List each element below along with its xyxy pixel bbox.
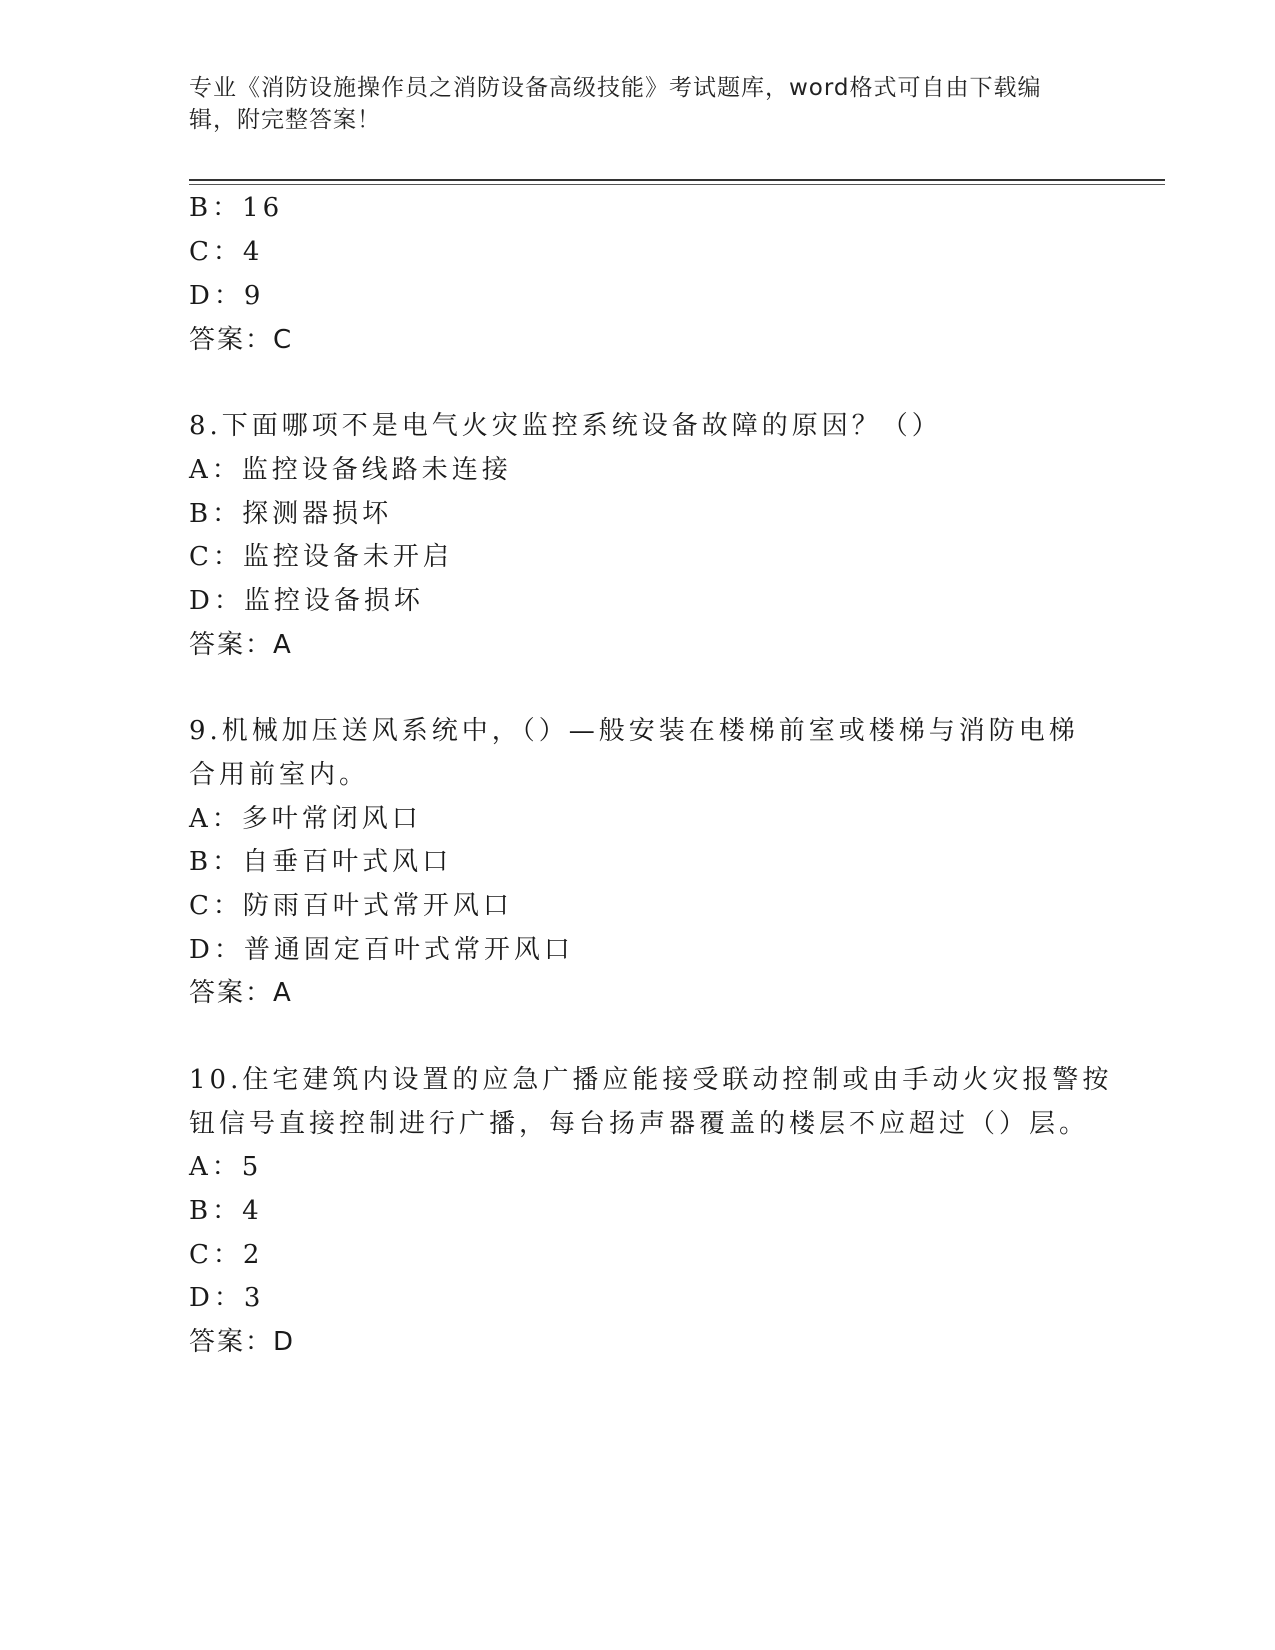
header-line-2: 辑，附完整答案！ — [189, 107, 381, 133]
option-c: C：4 — [189, 237, 264, 267]
answer: 答案：C — [189, 325, 294, 355]
header-divider — [189, 179, 1165, 181]
option-c: C：防雨百叶式常开风口 — [189, 891, 513, 921]
option-d: D：普通固定百叶式常开风口 — [189, 935, 574, 965]
option-d: D：监控设备损坏 — [189, 586, 424, 616]
header-line-1: 专业《消防设施操作员之消防设备高级技能》考试题库，word格式可自由下载编 — [189, 75, 1042, 101]
option-c: C：监控设备未开启 — [189, 542, 453, 572]
option-c: C：2 — [189, 1240, 264, 1270]
question-9-stem-line-2: 合用前室内。 — [189, 760, 370, 790]
question-10-stem-line-1: 10.住宅建筑内设置的应急广播应能接受联动控制或由手动火灾报警按 — [189, 1065, 1113, 1095]
answer: 答案：A — [189, 978, 293, 1008]
option-d: D：9 — [189, 281, 265, 311]
option-b: B：4 — [189, 1196, 263, 1226]
option-a: A：多叶常闭风口 — [189, 804, 422, 834]
answer: 答案：A — [189, 630, 293, 660]
option-b: B：16 — [189, 193, 284, 223]
question-9-stem-line-1: 9.机械加压送风系统中，（）—般安装在楼梯前室或楼梯与消防电梯 — [189, 716, 1079, 746]
option-a: A：监控设备线路未连接 — [189, 455, 512, 485]
question-8-stem: 8.下面哪项不是电气火灾监控系统设备故障的原因？（） — [189, 411, 942, 441]
option-d: D：3 — [189, 1283, 265, 1313]
option-b: B：探测器损坏 — [189, 499, 393, 529]
document-header — [189, 72, 1089, 136]
question-10-stem-line-2: 钮信号直接控制进行广播，每台扬声器覆盖的楼层不应超过（）层。 — [189, 1109, 1090, 1139]
answer: 答案：D — [189, 1327, 296, 1357]
option-a: A：5 — [189, 1152, 263, 1182]
option-b: B：自垂百叶式风口 — [189, 847, 453, 877]
header-divider-thin — [189, 184, 1165, 185]
